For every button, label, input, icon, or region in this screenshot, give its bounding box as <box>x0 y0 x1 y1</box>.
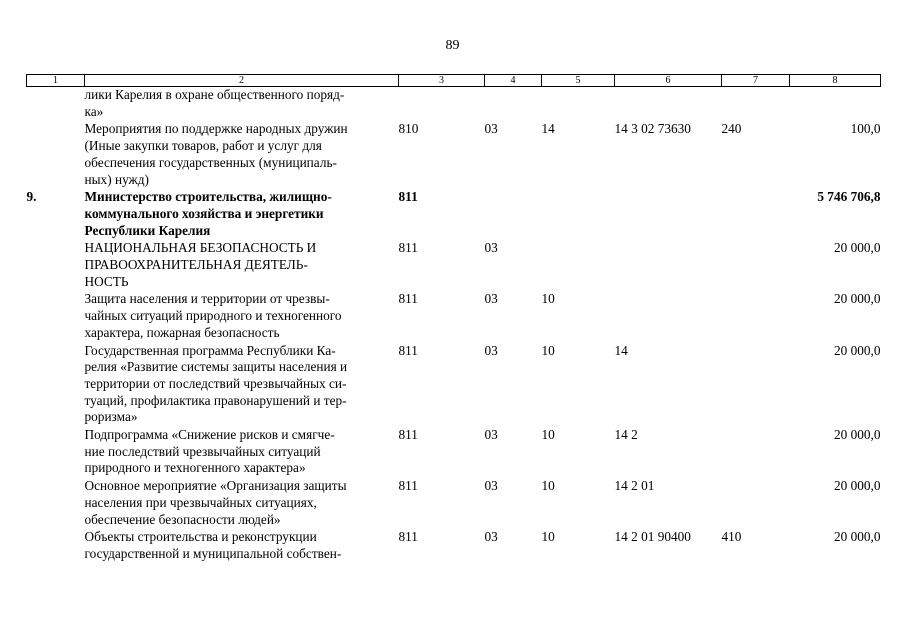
ministry-code <box>399 87 485 122</box>
target-article: 14 2 01 <box>614 478 655 494</box>
row-number <box>27 427 85 478</box>
header-cell: 3 <box>399 75 485 87</box>
table-header-row <box>27 75 881 87</box>
ministry-code: 811 <box>398 427 418 443</box>
expense-type <box>722 478 790 529</box>
section: 03 <box>484 427 498 443</box>
section: 03 <box>484 291 498 307</box>
header-cell: 4 <box>485 75 542 87</box>
table-row <box>27 189 881 240</box>
header-cell: 2 <box>85 75 399 87</box>
target-article: 14 2 01 90400 <box>614 529 691 545</box>
expense-type <box>722 427 790 478</box>
ministry-code: 811 <box>398 240 418 256</box>
row-name: Основное мероприятие «Организация защиты населения при чрезвычайных ситуациях, обеспечение безопасности людей» <box>84 478 347 527</box>
row-name: Министерство строительства, жилищно- коммунального хозяйства и энергетики Республики Карелия <box>84 189 332 238</box>
subsection <box>542 87 615 122</box>
target-article <box>615 189 722 240</box>
row-number <box>27 240 85 291</box>
expense-type <box>722 189 790 240</box>
target-article: 14 2 <box>614 427 638 443</box>
row-number <box>27 121 85 189</box>
ministry-code: 811 <box>398 342 418 358</box>
ministry-code: 811 <box>398 478 418 494</box>
header-cell: 5 <box>542 75 615 87</box>
ministry-code: 810 <box>398 121 419 137</box>
header-cell: 8 <box>790 75 881 87</box>
amount: 20 000,0 <box>833 240 881 256</box>
table-body <box>27 87 881 564</box>
table-row <box>27 343 881 428</box>
target-article: 14 3 02 73630 <box>614 121 691 137</box>
table-row <box>27 121 881 189</box>
subsection: 10 <box>541 427 555 443</box>
budget-table <box>26 74 881 564</box>
amount: 100,0 <box>850 121 881 137</box>
subsection: 10 <box>541 291 555 307</box>
subsection <box>542 189 615 240</box>
table-row <box>27 478 881 529</box>
table-row <box>27 87 881 122</box>
section: 03 <box>484 121 498 137</box>
section: 03 <box>484 342 498 358</box>
row-number <box>27 87 85 122</box>
row-number: 9. <box>26 189 37 205</box>
amount: 5 746 706,8 <box>817 189 881 205</box>
table-row <box>27 240 881 291</box>
row-name: лики Карелия в охране общественного поряд- ка» <box>84 87 345 119</box>
expense-type <box>722 291 790 342</box>
ministry-code: 811 <box>398 291 418 307</box>
subsection: 10 <box>541 342 555 358</box>
expense-type <box>722 240 790 291</box>
table-row <box>27 291 881 342</box>
header-cell: 7 <box>722 75 790 87</box>
amount: 20 000,0 <box>833 342 881 358</box>
row-number <box>27 529 85 563</box>
row-name: Подпрограмма «Снижение рисков и смягче- ние последствий чрезвычайных ситуаций природного и техногенного характера» <box>84 427 335 476</box>
row-name: Защита населения и территории от чрезвы- чайных ситуаций природного и техногенного характера, пожарная безопасность <box>84 291 342 340</box>
row-name: НАЦИОНАЛЬНАЯ БЕЗОПАСНОСТЬ И ПРАВООХРАНИТЕЛЬНАЯ ДЕЯТЕЛЬ- НОСТЬ <box>84 240 317 289</box>
subsection: 10 <box>541 529 555 545</box>
expense-type: 410 <box>721 529 742 545</box>
row-name: Мероприятия по поддержке народных дружин (Иные закупки товаров, работ и услуг для обеспечения государственных (муниципаль- ных) нужд) <box>84 121 348 187</box>
section <box>485 87 542 122</box>
amount: 20 000,0 <box>833 478 881 494</box>
subsection: 14 <box>541 121 555 137</box>
target-article <box>615 240 722 291</box>
expense-type <box>722 87 790 122</box>
amount: 20 000,0 <box>833 291 881 307</box>
row-number <box>27 478 85 529</box>
table-row <box>27 529 881 563</box>
section <box>485 189 542 240</box>
amount <box>790 87 881 122</box>
subsection <box>542 240 615 291</box>
target-article: 14 <box>614 342 628 358</box>
section: 03 <box>484 478 498 494</box>
section: 03 <box>484 240 498 256</box>
row-number <box>27 291 85 342</box>
subsection: 10 <box>541 478 555 494</box>
amount: 20 000,0 <box>833 427 881 443</box>
ministry-code: 811 <box>398 189 418 205</box>
row-name: Государственная программа Республики Ка- релия «Развитие системы защиты населения и территории от последствий чрезвычайных си- туаций, профилактика правонарушений и тер- роризма» <box>84 342 348 425</box>
target-article <box>615 87 722 122</box>
target-article <box>615 291 722 342</box>
row-name: Объекты строительства и реконструкции государственной и муниципальной собствен- <box>84 529 342 561</box>
expense-type <box>722 343 790 428</box>
ministry-code: 811 <box>398 529 418 545</box>
page-number: 89 <box>445 38 460 53</box>
table-row <box>27 427 881 478</box>
header-cell: 6 <box>615 75 722 87</box>
section: 03 <box>484 529 498 545</box>
header-cell: 1 <box>27 75 85 87</box>
amount: 20 000,0 <box>833 529 881 545</box>
row-number <box>27 343 85 428</box>
expense-type: 240 <box>721 121 742 137</box>
